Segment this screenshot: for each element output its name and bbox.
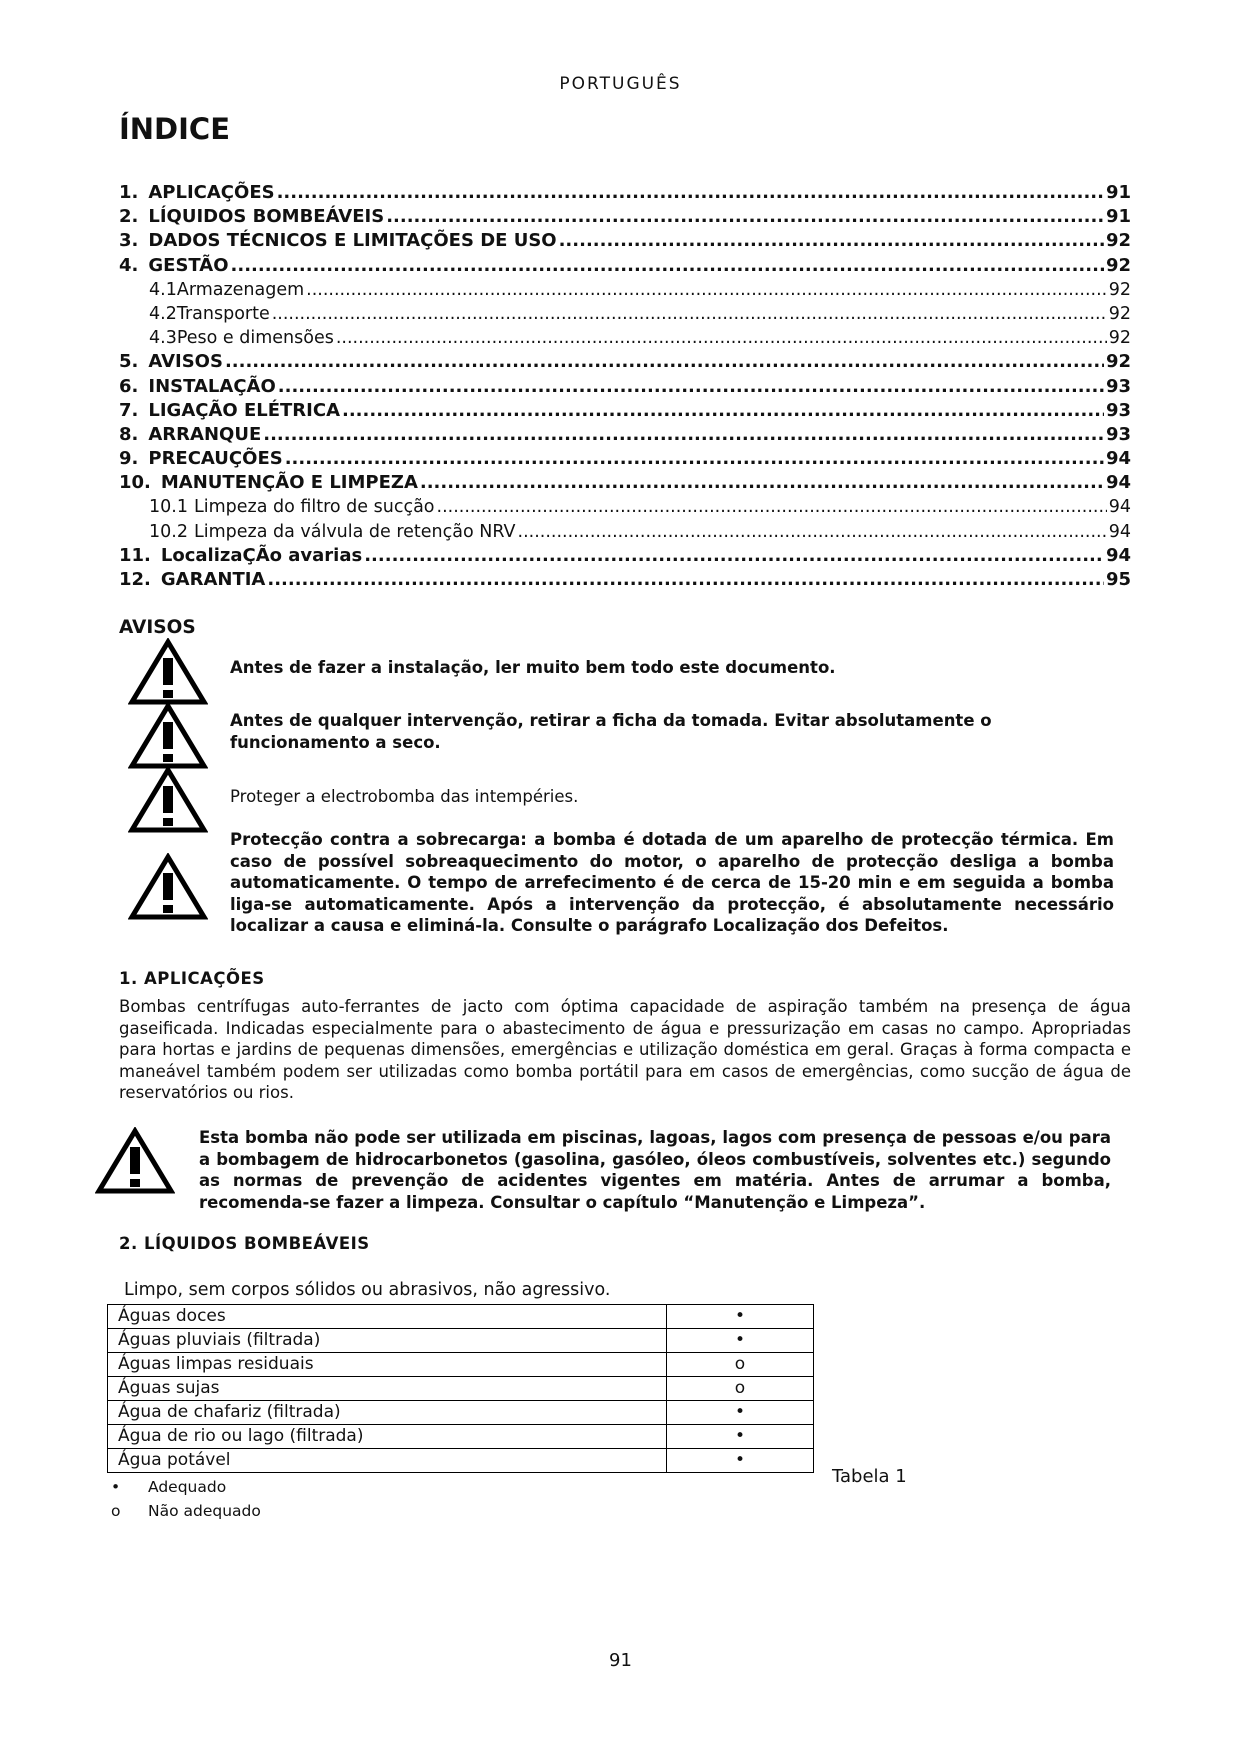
toc-title: LocalizaÇÃo avarias	[160, 544, 363, 566]
toc-number: 10.	[119, 472, 151, 494]
toc-entry[interactable]	[119, 181, 1131, 205]
toc-leader	[263, 423, 1104, 447]
toc-subentry[interactable]	[119, 326, 1131, 350]
toc-title: INSTALAÇÃO	[148, 375, 276, 397]
toc-title: Limpeza da válvula de retenção NRV	[193, 521, 516, 542]
section-heading-liquidos: 2. LÍQUIDOS BOMBEÁVEIS	[119, 1234, 370, 1253]
legend-item	[111, 1502, 261, 1520]
toc-page-number: 93	[1105, 423, 1131, 445]
table-row	[108, 1401, 814, 1425]
toc-entry[interactable]	[119, 254, 1131, 278]
toc-page-number: 92	[1108, 279, 1131, 300]
aplicacoes-paragraph: Bombas centrífugas auto-ferrantes de jacto com óptima capacidade de aspiração também na presença de água gaseificada. Indicadas especialmente para o abastecimento de água e pressurização em casas no campo. Apropriadas para hortas e jardins de pequenas dimensões, emergências e utilização doméstica em geral. Graças à forma compacta e maneável também podem ser utilizadas como bomba portátil para em casos de emergências, como sucção de água de reservatórios ou rios.	[119, 997, 1131, 1102]
suitability-cell: •	[667, 1329, 814, 1353]
toc-page-number: 93	[1105, 375, 1131, 397]
liquid-cell: Águas doces	[108, 1305, 667, 1329]
toc-title: GARANTIA	[160, 569, 266, 590]
liquid-cell: Águas sujas	[108, 1377, 667, 1401]
toc-leader	[306, 278, 1107, 302]
toc-entry[interactable]	[119, 229, 1131, 253]
toc-leader	[518, 520, 1107, 544]
toc-leader	[437, 495, 1107, 519]
toc-title: AVISOS	[148, 351, 223, 373]
toc-entry[interactable]	[119, 544, 1131, 568]
suitability-cell: •	[667, 1305, 814, 1329]
toc-title: MANUTENÇÃO E LIMPEZA	[160, 472, 418, 494]
toc-page-number: 92	[1105, 254, 1131, 276]
toc-leader	[342, 399, 1104, 423]
toc-leader	[267, 568, 1104, 592]
liquid-cell: Água de rio ou lago (filtrada)	[108, 1425, 667, 1449]
toc-entry[interactable]	[119, 423, 1131, 447]
avisos-heading: AVISOS	[119, 617, 196, 638]
toc-leader	[231, 254, 1104, 278]
toc-leader	[336, 326, 1107, 350]
warning-triangle-icon	[95, 1127, 175, 1195]
toc-number: 12.	[119, 569, 151, 590]
toc-title: Peso e dimensões	[176, 328, 334, 349]
warning-text-read-document: Antes de fazer a instalação, ler muito bem todo este documento.	[230, 658, 836, 677]
toc-title: Armazenagem	[176, 279, 305, 300]
warning-text-unplug: Antes de qualquer intervenção, retirar a ficha da tomada. Evitar absolutamente o funcionamento a seco.	[230, 711, 992, 752]
warning-triangle-icon	[128, 766, 208, 834]
toc-number: 3.	[119, 230, 139, 252]
toc-number: 10.1	[149, 497, 188, 518]
toc-leader	[225, 350, 1104, 374]
toc-page-number: 92	[1105, 230, 1131, 252]
toc-entry[interactable]	[119, 350, 1131, 374]
liquid-cell: Água de chafariz (filtrada)	[108, 1401, 667, 1425]
legend-item	[111, 1478, 226, 1496]
toc-subentry[interactable]	[119, 302, 1131, 326]
toc-leader	[272, 302, 1107, 326]
suitability-cell: •	[667, 1425, 814, 1449]
toc-entry[interactable]	[119, 375, 1131, 399]
toc-subentry[interactable]	[119, 278, 1131, 302]
toc-title: ARRANQUE	[148, 423, 262, 445]
suitability-cell: •	[667, 1401, 814, 1425]
toc-number: 4.	[119, 254, 139, 276]
liquid-cell: Águas pluviais (filtrada)	[108, 1329, 667, 1353]
toc-title: LÍQUIDOS BOMBEÁVEIS	[148, 206, 385, 228]
toc-number: 11.	[119, 544, 151, 566]
liquids-intro: Limpo, sem corpos sólidos ou abrasivos, não agressivo.	[124, 1280, 611, 1300]
toc-leader	[285, 447, 1104, 471]
toc-entry[interactable]	[119, 447, 1131, 471]
section-heading-aplicacoes: 1. APLICAÇÕES	[119, 969, 265, 988]
table-row	[108, 1377, 814, 1401]
toc-title: DADOS TÉCNICOS E LIMITAÇÕES DE USO	[148, 230, 557, 252]
table-row	[108, 1353, 814, 1377]
toc-page-number: 93	[1105, 399, 1131, 421]
warning-triangle-icon	[128, 638, 208, 706]
toc-page-number: 94	[1105, 448, 1131, 470]
toc-entry[interactable]	[119, 471, 1131, 495]
toc-number: 8.	[119, 423, 139, 445]
toc-number: 9.	[119, 448, 139, 470]
toc-leader	[364, 544, 1104, 568]
toc-number: 5.	[119, 351, 139, 373]
toc-leader	[386, 205, 1104, 229]
page-title: ÍNDICE	[119, 112, 231, 146]
suitability-cell: o	[667, 1353, 814, 1377]
toc-page-number: 94	[1105, 472, 1131, 494]
toc-title: LIGAÇÃO ELÉTRICA	[148, 399, 340, 421]
legend-text: Não adequado	[148, 1502, 261, 1520]
table-row	[108, 1425, 814, 1449]
toc-entry[interactable]	[119, 399, 1131, 423]
table-of-contents	[119, 181, 1131, 592]
toc-entry[interactable]	[119, 568, 1131, 592]
toc-page-number: 91	[1105, 206, 1131, 228]
toc-number: 6.	[119, 375, 139, 397]
toc-page-number: 92	[1105, 351, 1131, 373]
table-row	[108, 1329, 814, 1353]
toc-page-number: 94	[1105, 544, 1131, 566]
legend-symbol: o	[111, 1502, 121, 1520]
warning-triangle-icon	[128, 853, 208, 921]
toc-subentry[interactable]	[119, 520, 1131, 544]
toc-subentry[interactable]	[119, 495, 1131, 519]
language-header: PORTUGUÊS	[559, 74, 682, 94]
toc-leader	[278, 375, 1104, 399]
toc-number: 1.	[119, 182, 139, 203]
toc-number: 4.1	[149, 279, 177, 300]
toc-title: Limpeza do filtro de sucção	[193, 497, 435, 518]
toc-entry[interactable]	[119, 205, 1131, 229]
liquid-cell: Água potável	[108, 1449, 667, 1473]
toc-title: Transporte	[176, 303, 270, 324]
toc-number: 4.3	[149, 328, 177, 349]
table-row	[108, 1449, 814, 1473]
toc-leader	[559, 229, 1104, 253]
suitability-cell: •	[667, 1449, 814, 1473]
warning-text-pool-usage: Esta bomba não pode ser utilizada em piscinas, lagoas, lagos com presença de pessoas e/ou para a bombagem de hidrocarbonetos (gasolina, gasóleo, óleos combustíveis, solventes etc.) segundo as normas de prevenção de acidentes vigentes em matéria. Antes de arrumar a bomba, recomenda-se fazer a limpeza. Consultar o capítulo “Manutenção e Limpeza”.	[199, 1128, 1111, 1212]
toc-number: 10.2	[149, 521, 188, 542]
warning-triangle-icon	[128, 702, 208, 770]
warning-text-weather: Proteger a electrobomba das intempéries.	[230, 787, 579, 806]
toc-leader	[420, 471, 1104, 495]
legend-text: Adequado	[148, 1478, 227, 1496]
legend-symbol: •	[111, 1478, 121, 1496]
page-number: 91	[609, 1650, 632, 1671]
liquids-table	[107, 1304, 814, 1473]
liquid-cell: Águas limpas residuais	[108, 1353, 667, 1377]
toc-number: 7.	[119, 399, 139, 421]
warning-text-overload: Protecção contra a sobrecarga: a bomba é dotada de um aparelho de protecção térmica. Em caso de possível sobreaquecimento do motor, o aparelho de protecção desliga a bomba automaticamente. O tempo de arrefecimento é de cerca de 15-20 min e em seguida a bomba liga-se automaticamente. Após a intervenção da protecção, é absolutamente necessário localizar a causa e eliminá-la. Consulte o parágrafo Localização dos Defeitos.	[230, 830, 1114, 935]
toc-page-number: 94	[1108, 497, 1131, 518]
toc-number: 2.	[119, 206, 139, 228]
toc-page-number: 94	[1108, 521, 1131, 542]
toc-page-number: 95	[1105, 569, 1131, 590]
toc-number: 4.2	[149, 303, 177, 324]
toc-page-number: 91	[1105, 182, 1131, 203]
toc-title: GESTÃO	[148, 254, 229, 276]
table-row	[108, 1305, 814, 1329]
suitability-cell: o	[667, 1377, 814, 1401]
table-caption: Tabela 1	[832, 1466, 907, 1487]
toc-page-number: 92	[1108, 328, 1131, 349]
toc-leader	[277, 181, 1104, 205]
toc-title: PRECAUÇÕES	[148, 448, 283, 470]
toc-page-number: 92	[1108, 303, 1131, 324]
toc-title: APLICAÇÕES	[148, 182, 275, 203]
